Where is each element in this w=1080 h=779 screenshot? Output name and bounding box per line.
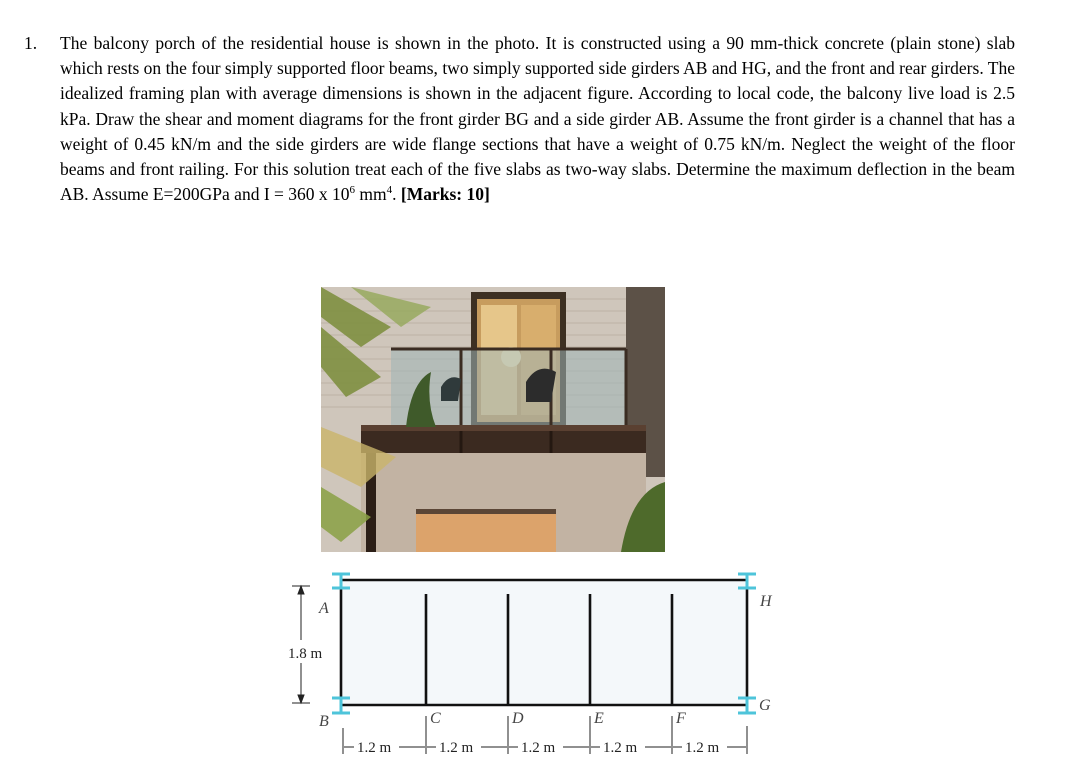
span-dimension-4: 1.2 m [603, 740, 638, 756]
label-c: C [430, 710, 441, 727]
problem-statement [24, 31, 1016, 207]
span-dimension-2: 1.2 m [439, 740, 474, 756]
span-dimension-5: 1.2 m [685, 740, 720, 756]
label-g: G [759, 697, 771, 714]
marks-label: [Marks: 10] [400, 184, 490, 205]
framing-plan-diagram [270, 566, 790, 766]
period: . [392, 184, 401, 205]
span-dimension-3: 1.2 m [521, 740, 556, 756]
question-number: 1. [24, 33, 38, 53]
span-dimension-1: 1.2 m [357, 740, 392, 756]
unit-mm: mm [355, 184, 387, 205]
slab-area [340, 580, 748, 705]
label-d: D [512, 710, 524, 727]
depth-dimension [292, 586, 310, 703]
label-f: F [676, 710, 686, 727]
balcony-photo [321, 287, 665, 552]
question-body: The balcony porch of the residential house is shown in the photo. It is constructed using a 90 mm-thick concrete (plain stone) slab which rests on the four simply supported floor beams, two simply supported side girders AB and HG, and the front and rear girders. The idealized framing plan with average dimensions is shown in the adjacent figure. According to local code, the balcony live load is 2.5 kPa. Draw the shear and moment diagrams for the front girder BG and a side girder AB. Assume the front girder is a channel that has a weight of 0.45 kN/m and the side girders are wide flange sections that have a weight of 0.75 kN/m. Neglect the weight of the floor beams and front railing. For this solution treat each of the five slabs as two-way slabs. Determine the maximum deflection in the beam AB. Assume E=200GPa and I = 360 x 10 [60, 33, 1015, 205]
label-e: E [594, 710, 604, 727]
exponent-6: 6 [349, 184, 356, 197]
label-h: H [760, 593, 772, 610]
question-text [60, 31, 1015, 207]
depth-dimension-label: 1.8 m [288, 646, 323, 662]
exponent-4: 4 [386, 184, 393, 197]
label-b: B [319, 713, 329, 730]
label-a: A [319, 600, 329, 617]
